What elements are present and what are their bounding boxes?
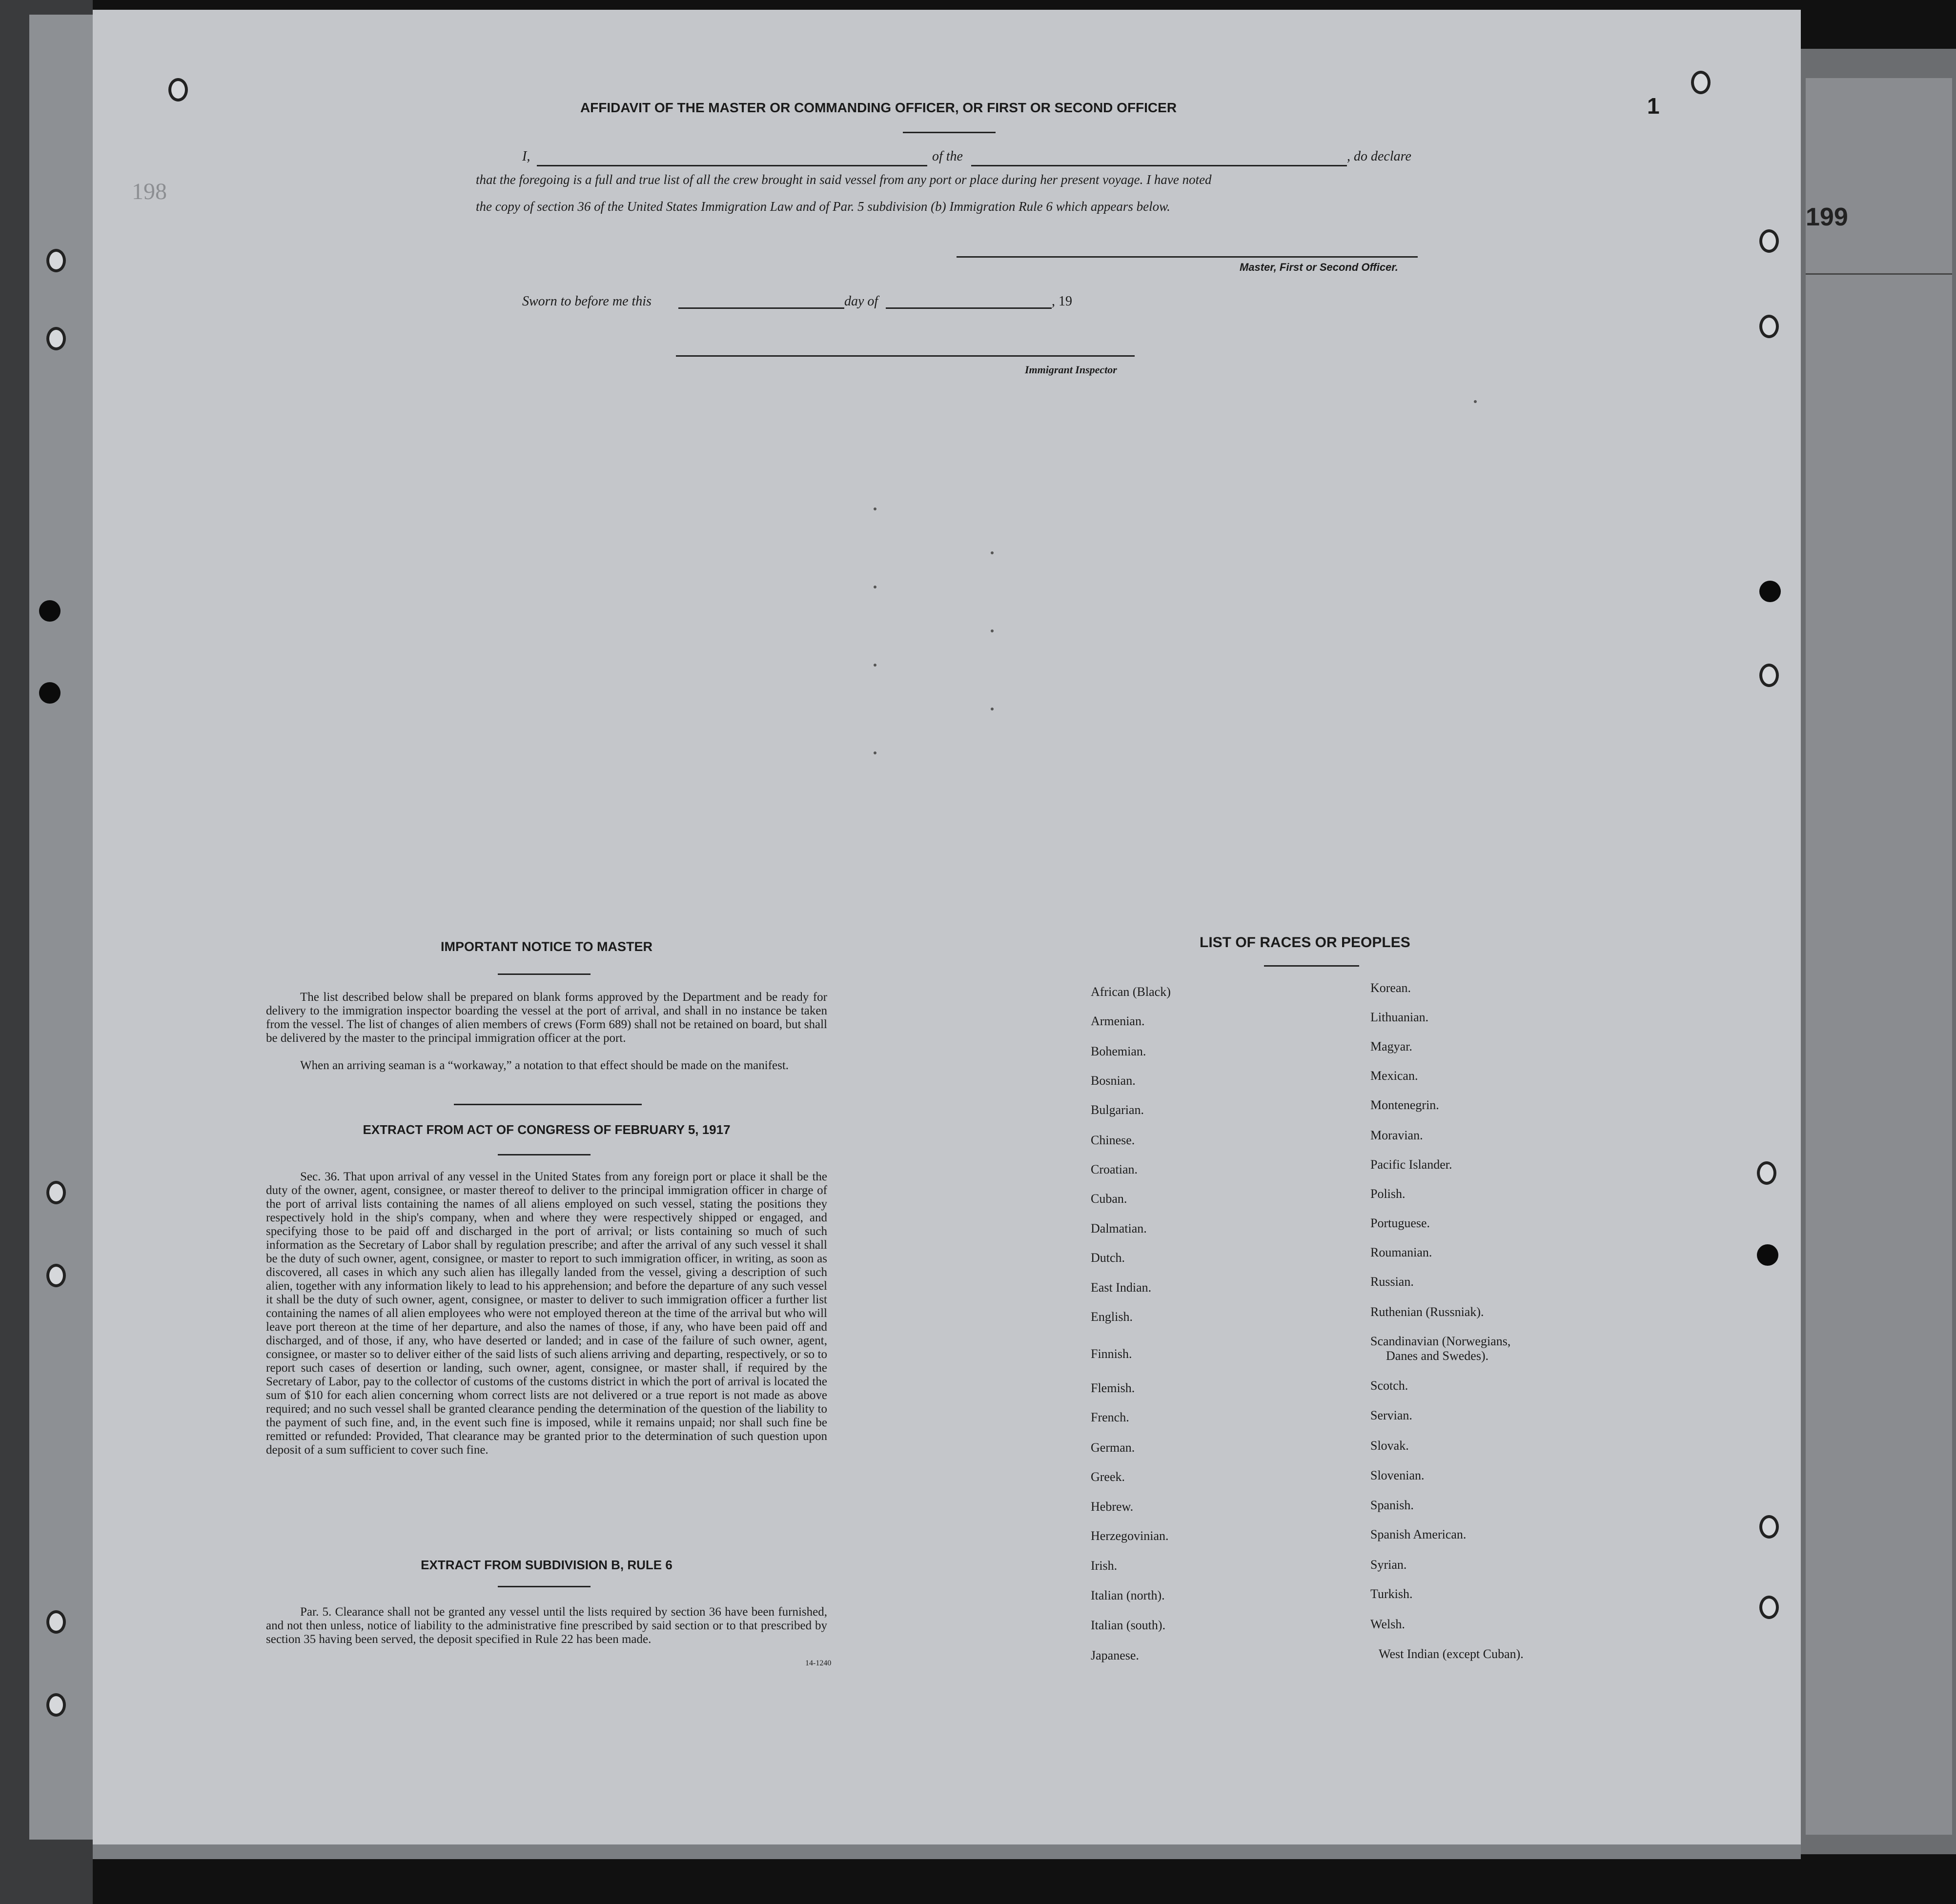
race-left-10: East Indian. — [1091, 1280, 1152, 1295]
affidavit-title: AFFIDAVIT OF THE MASTER OR COMMANDING OFFICER, OR FIRST OR SECOND OFFICER — [580, 100, 1177, 115]
name-field-line — [537, 165, 927, 166]
affidavit-of-the-label: of the — [932, 149, 963, 164]
affidavit-i-label: I, — [522, 149, 530, 164]
bleed-mark — [874, 586, 876, 588]
vessel-field-line — [971, 165, 1347, 166]
race-left-8: Dalmatian. — [1091, 1221, 1147, 1236]
year-prefix: , 19 — [1052, 294, 1072, 309]
punch-ring-icon — [46, 1610, 66, 1634]
rule-extract-title: EXTRACT FROM SUBDIVISION B, RULE 6 — [421, 1558, 672, 1572]
affidavit-do-declare: , do declare — [1347, 149, 1411, 164]
bleed-mark — [1474, 400, 1477, 403]
page-bottom-shadow — [93, 1844, 1801, 1859]
day-of-label: day of — [844, 294, 878, 309]
notice-para-2: When an arriving seaman is a “workaway,” a notation to that effect should be made on the manifest. — [300, 1059, 789, 1072]
race-left-6: Croatian. — [1091, 1162, 1138, 1176]
page-number-right: 199 — [1806, 203, 1848, 231]
race-right-7: Polish. — [1370, 1187, 1406, 1201]
back-sheet-ruling — [1806, 273, 1952, 275]
race-left-18: Herzegovinian. — [1091, 1529, 1169, 1543]
race-right-2: Magyar. — [1370, 1039, 1412, 1053]
punch-hole-icon — [39, 600, 61, 622]
punch-ring-icon — [1759, 1596, 1779, 1619]
form-number: 14-1240 — [805, 1659, 832, 1667]
race-right-4: Montenegrin. — [1370, 1098, 1439, 1112]
affidavit-line-2: that the foregoing is a full and true list of all the crew brought in said vessel from any port or place during her present voyage. I have noted — [476, 172, 1212, 187]
punch-ring-icon — [46, 1693, 66, 1717]
bleed-mark — [991, 551, 994, 554]
punch-hole-icon — [1757, 1244, 1778, 1266]
race-right-19: Syrian. — [1370, 1558, 1407, 1572]
race-left-0: African (Black) — [1091, 985, 1171, 999]
race-left-2: Bohemian. — [1091, 1044, 1146, 1058]
race-right-3: Mexican. — [1370, 1069, 1418, 1083]
bleed-mark — [991, 708, 994, 710]
race-right-20: Turkish. — [1370, 1587, 1413, 1601]
act-extract-body — [266, 1170, 827, 1457]
race-left-19: Irish. — [1091, 1559, 1118, 1573]
race-right-6: Pacific Islander. — [1370, 1157, 1452, 1172]
bleed-mark — [874, 751, 876, 754]
sheet-number: 1 — [1647, 93, 1660, 119]
inspector-signature-line — [676, 355, 1135, 357]
race-left-3: Bosnian. — [1091, 1074, 1136, 1088]
race-right-12-cont: Danes and Swedes). — [1386, 1349, 1489, 1363]
race-right-22: West Indian (except Cuban). — [1379, 1647, 1524, 1661]
race-left-21: Italian (south). — [1091, 1618, 1166, 1632]
punch-ring-icon — [46, 327, 66, 350]
notice-para-1: The list described below shall be prepared on blank forms approved by the Department and be ready for delivery to the immigration inspector boarding the vessel at the port of arrival, and shall in no instance be taken from the vessel. The list of changes of alien members of crews (Form 689) shall not be retained on board, but shall be delivered by the master to the principal immigration officer at the port. — [266, 991, 827, 1045]
punch-ring-icon — [1759, 1515, 1779, 1539]
back-sheet-edge — [1806, 78, 1952, 1835]
bleed-mark — [874, 507, 876, 510]
race-left-12: Finnish. — [1091, 1347, 1132, 1361]
race-right-13: Scotch. — [1370, 1378, 1408, 1393]
sec-36-label: Sec. 36. — [300, 1170, 340, 1183]
race-right-10: Russian. — [1370, 1275, 1414, 1289]
master-signature-caption: Master, First or Second Officer. — [1240, 261, 1398, 273]
punch-ring-icon — [1759, 315, 1779, 338]
race-left-14: French. — [1091, 1410, 1129, 1424]
punch-ring-icon — [1759, 229, 1779, 253]
race-right-11: Ruthenian (Russniak). — [1370, 1305, 1484, 1319]
sworn-label: Sworn to before me this — [522, 294, 652, 309]
race-left-20: Italian (north). — [1091, 1588, 1165, 1602]
act-extract-rule — [498, 1154, 591, 1155]
race-left-11: English. — [1091, 1310, 1133, 1324]
race-left-1: Armenian. — [1091, 1014, 1145, 1028]
races-rule — [1264, 965, 1359, 967]
sworn-day-line — [678, 307, 844, 309]
race-left-16: Greek. — [1091, 1470, 1125, 1484]
punch-hole-icon — [39, 682, 61, 704]
rule-extract-body: Par. 5. Clearance shall not be granted any vessel until the lists required by section 36 have been furnished, and not then unless, notice of liability to the administrative fine prescribed by said section or to that prescribed by section 35 having been served, the deposit specified in Rule 22 has been made. — [266, 1605, 827, 1646]
punch-ring-icon — [1691, 71, 1711, 94]
page-number-left-faded: 198 — [132, 179, 167, 204]
bleed-mark — [874, 664, 876, 667]
punch-hole-icon — [1759, 581, 1781, 602]
notice-separator — [454, 1104, 642, 1105]
race-left-7: Cuban. — [1091, 1192, 1127, 1206]
race-right-12: Scandinavian (Norwegians, — [1370, 1334, 1511, 1348]
inspector-caption: Immigrant Inspector — [1025, 364, 1117, 376]
race-right-16: Slovenian. — [1370, 1468, 1425, 1482]
bleed-mark — [991, 629, 994, 632]
race-right-9: Roumanian. — [1370, 1245, 1432, 1259]
sworn-month-line — [886, 307, 1052, 309]
race-left-5: Chinese. — [1091, 1133, 1135, 1147]
race-right-21: Welsh. — [1370, 1617, 1405, 1631]
race-left-4: Bulgarian. — [1091, 1103, 1144, 1117]
punch-ring-icon — [1757, 1161, 1776, 1185]
race-right-1: Lithuanian. — [1370, 1010, 1429, 1024]
punch-ring-icon — [1759, 664, 1779, 687]
race-right-17: Spanish. — [1370, 1498, 1414, 1512]
act-extract-title: EXTRACT FROM ACT OF CONGRESS OF FEBRUARY 5, 1917 — [363, 1122, 731, 1137]
punch-ring-icon — [46, 249, 66, 272]
left-sheet-edge — [29, 15, 93, 1840]
master-signature-line — [957, 256, 1418, 258]
races-title: LIST OF RACES OR PEOPLES — [1200, 934, 1410, 951]
punch-ring-icon — [168, 78, 188, 101]
sec-36-text: That upon arrival of any vessel in the United States from any foreign port or place it shall be the duty of the owner, agent, consignee, or master thereof to deliver to the principal immigration officer in charge of the port of arrival lists containing the names of all aliens employed on such vessel, stating the positions they respectively hold in the ship's company, when and where they were respectively shipped or engaged, and specifying those to be paid off and discharged in the port of arrival; or lists containing so much of such information as the Secretary of Labor shall by regulation prescribe; and after the arrival of any such vessel it shall be the duty of such owner, agent, consignee, or master to report to such immigration officer, in writing, as soon as discovered, all cases in which any such alien has illegally landed from the vessel, giving a description of such alien, together with any information likely to lead to his apprehension; and before the departure of any such vessel it shall be the duty of such owner, agent, consignee, or master to deliver to such immigration officer a further list containing the names of all alien employees who were not employed thereon at the time of the arrival but who will leave port thereon at the time of her departure, and also the names of those, if any, who have been paid off and discharged, and of those, if any, who have deserted or landed; and in case of the failure of such owner, agent, consignee, or master so to deliver either of the said lists of such aliens arriving and departing, respectively, or so to report such cases of desertion or landing, such owner, agent, consignee, or master shall, if required by the Secretary of Labor, pay to the collector of customs of the customs district in which the port of arrival is located the sum of $10 for each alien concerning whom correct lists are not delivered or a true report is not made as above required; and no such vessel shall be granted clearance pending the determination of the question of the liability to the payment of such fine, and, in the event such fine is imposed, while it remains unpaid; nor shall such fine be remitted or refunded: Provided, That clearance may be granted prior to the determination of such question upon deposit of a sum sufficient to cover such fine. — [266, 1170, 827, 1457]
race-right-5: Moravian. — [1370, 1128, 1423, 1142]
race-right-15: Slovak. — [1370, 1438, 1409, 1453]
race-right-8: Portuguese. — [1370, 1216, 1430, 1230]
rule-extract-rule — [498, 1586, 591, 1587]
title-rule — [903, 132, 996, 133]
race-right-18: Spanish American. — [1370, 1527, 1467, 1541]
race-left-13: Flemish. — [1091, 1381, 1135, 1395]
race-left-9: Dutch. — [1091, 1251, 1125, 1265]
race-left-22: Japanese. — [1091, 1648, 1139, 1662]
race-right-14: Servian. — [1370, 1408, 1412, 1422]
race-left-15: German. — [1091, 1440, 1135, 1455]
race-right-0: Korean. — [1370, 981, 1411, 995]
notice-title: IMPORTANT NOTICE TO MASTER — [441, 939, 652, 954]
punch-ring-icon — [46, 1264, 66, 1287]
punch-ring-icon — [46, 1181, 66, 1204]
affidavit-line-3: the copy of section 36 of the United States Immigration Law and of Par. 5 subdivision (b) Immigration Rule 6 which appears below. — [476, 199, 1170, 214]
notice-rule — [498, 973, 591, 975]
race-left-17: Hebrew. — [1091, 1499, 1134, 1514]
